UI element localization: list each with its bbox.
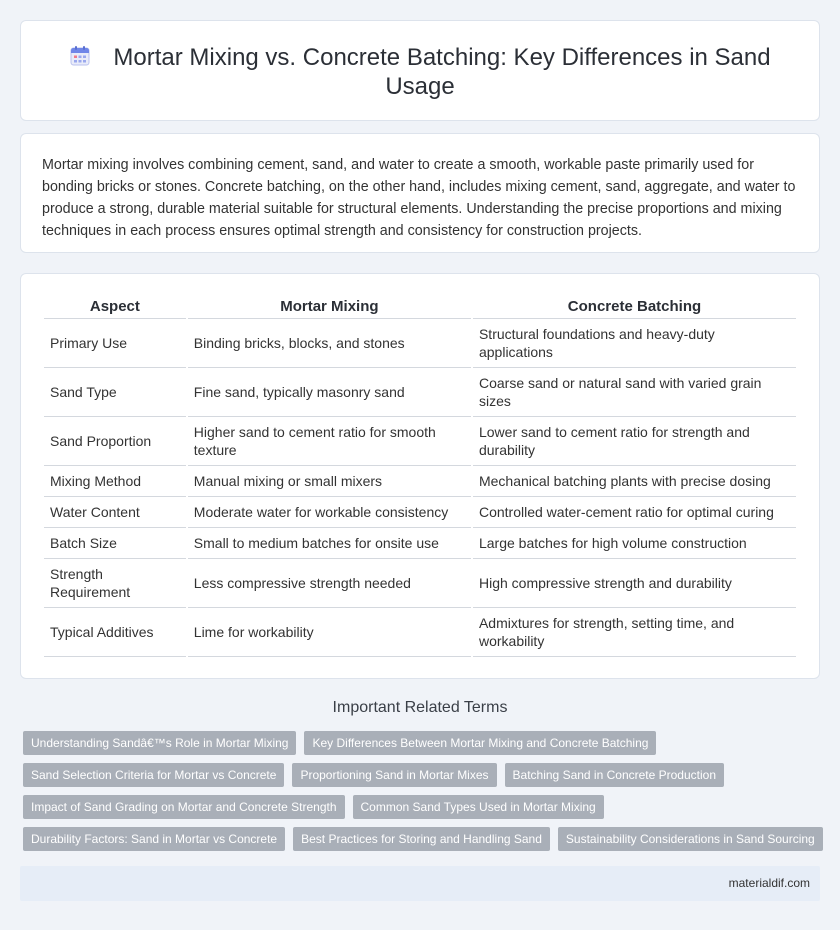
tag-row	[23, 795, 823, 819]
cell-concrete: High compressive strength and durability	[473, 559, 796, 608]
cell-mortar: Small to medium batches for onsite use	[188, 528, 471, 559]
page-title: Mortar Mixing vs. Concrete Batching: Key Differences in Sand Usage	[113, 44, 771, 100]
table-row	[44, 368, 796, 417]
cell-concrete: Large batches for high volume construction	[473, 528, 796, 559]
related-term-tag[interactable]: Impact of Sand Grading on Mortar and Concrete Strength	[23, 795, 345, 819]
related-term-tag[interactable]: Batching Sand in Concrete Production	[505, 763, 724, 787]
cell-mortar: Fine sand, typically masonry sand	[188, 368, 471, 417]
header-mortar-mixing: Mortar Mixing	[188, 294, 471, 319]
intro-paragraph: Mortar mixing involves combining cement, sand, and water to create a smooth, workable paste primarily used for bonding bricks or stones. Concrete batching, on the other hand, includes mixing cement, sand, aggregate, and water to produce a strong, durable material suitable for structural elements. Understanding the precise proportions and mixing techniques in each process ensures optimal strength and consistency for construction projects.	[42, 157, 796, 239]
related-terms-title: Important Related Terms	[332, 699, 508, 716]
table-row	[44, 417, 796, 466]
tag-row	[23, 827, 823, 851]
related-term-tag[interactable]: Sustainability Considerations in Sand Sourcing	[558, 827, 823, 851]
cell-concrete: Lower sand to cement ratio for strength and durability	[473, 417, 796, 466]
related-term-tag[interactable]: Proportioning Sand in Mortar Mixes	[292, 763, 496, 787]
table-row	[44, 319, 796, 368]
related-term-tag[interactable]: Sand Selection Criteria for Mortar vs Concrete	[23, 763, 284, 787]
related-term-tag[interactable]: Common Sand Types Used in Mortar Mixing	[353, 795, 604, 819]
footer	[20, 866, 820, 901]
cell-aspect: Strength Requirement	[44, 559, 186, 608]
cell-mortar: Moderate water for workable consistency	[188, 497, 471, 528]
cell-mortar: Manual mixing or small mixers	[188, 466, 471, 497]
table-header-row	[44, 294, 796, 319]
cell-concrete: Controlled water-cement ratio for optimal curing	[473, 497, 796, 528]
cell-aspect: Water Content	[44, 497, 186, 528]
comparison-card	[20, 273, 820, 679]
related-term-tag[interactable]: Key Differences Between Mortar Mixing and Concrete Batching	[304, 731, 656, 755]
cell-mortar: Binding bricks, blocks, and stones	[188, 319, 471, 368]
cell-aspect: Primary Use	[44, 319, 186, 368]
table-row	[44, 528, 796, 559]
cell-concrete: Mechanical batching plants with precise dosing	[473, 466, 796, 497]
table-row	[44, 466, 796, 497]
table-row	[44, 608, 796, 657]
related-term-tag[interactable]: Understanding Sandâ€™s Role in Mortar Mixing	[23, 731, 296, 755]
related-term-tag[interactable]: Best Practices for Storing and Handling Sand	[293, 827, 550, 851]
cell-concrete: Structural foundations and heavy-duty applications	[473, 319, 796, 368]
tag-row	[23, 731, 823, 755]
comparison-table	[42, 294, 798, 657]
cell-concrete: Coarse sand or natural sand with varied grain sizes	[473, 368, 796, 417]
related-term-tag[interactable]: Durability Factors: Sand in Mortar vs Concrete	[23, 827, 285, 851]
intro-card	[20, 133, 820, 253]
header-aspect: Aspect	[44, 294, 186, 319]
cell-mortar: Less compressive strength needed	[188, 559, 471, 608]
cell-aspect: Sand Proportion	[44, 417, 186, 466]
title-card	[20, 20, 820, 121]
footer-site-name[interactable]: materialdif.com	[728, 876, 810, 890]
table-row	[44, 497, 796, 528]
cell-concrete: Admixtures for strength, setting time, and workability	[473, 608, 796, 657]
cell-mortar: Lime for workability	[188, 608, 471, 657]
table-row	[44, 559, 796, 608]
cell-aspect: Sand Type	[44, 368, 186, 417]
cell-aspect: Batch Size	[44, 528, 186, 559]
cell-aspect: Mixing Method	[44, 466, 186, 497]
calendar-icon	[69, 45, 91, 67]
header-concrete-batching: Concrete Batching	[473, 294, 796, 319]
related-terms-list	[23, 731, 823, 859]
tag-row	[23, 763, 823, 787]
cell-aspect: Typical Additives	[44, 608, 186, 657]
cell-mortar: Higher sand to cement ratio for smooth texture	[188, 417, 471, 466]
page-title-row	[21, 43, 819, 101]
